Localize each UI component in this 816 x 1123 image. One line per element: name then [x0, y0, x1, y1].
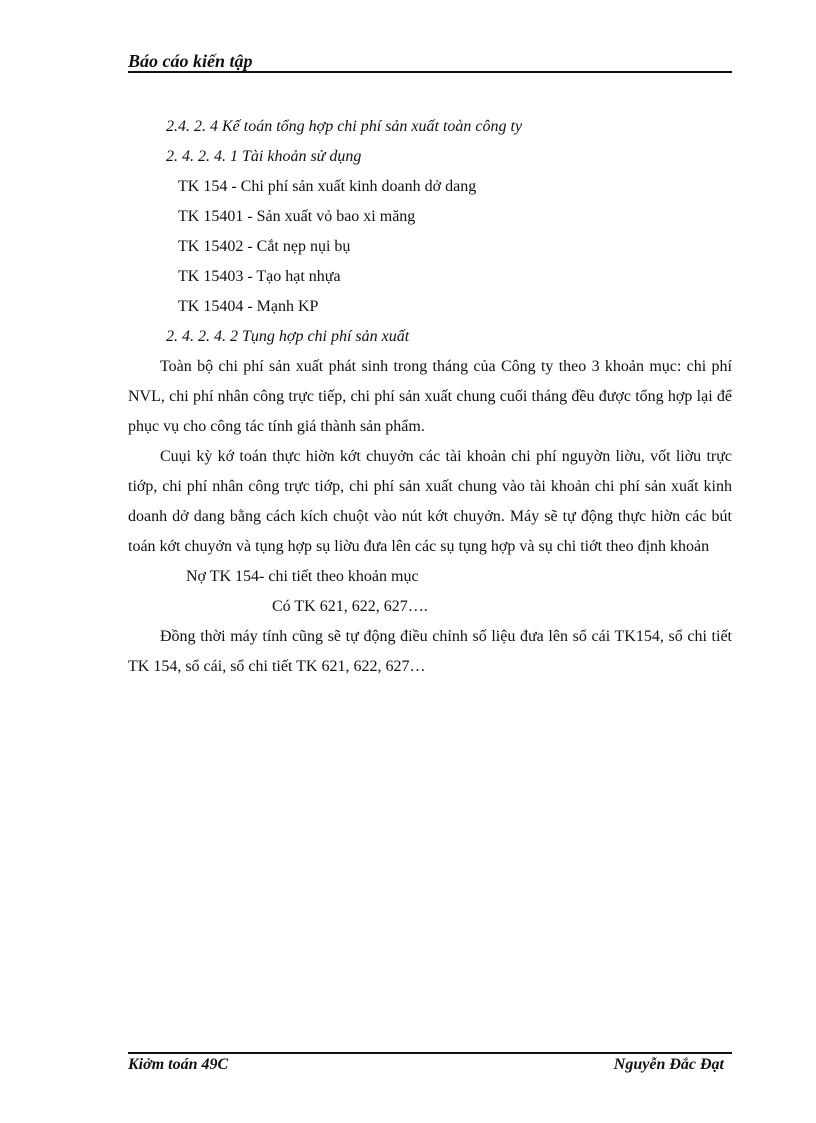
- section-heading-cost-summary: 2. 4. 2. 4. 2 Tụng hợp chi phí sản xuất: [166, 328, 410, 345]
- account-item: TK 15404 - Mạnh KP: [178, 298, 319, 315]
- page-header: [128, 48, 732, 74]
- account-item: TK 154 - Chi phí sản xuất kinh doanh dở dang: [178, 178, 477, 195]
- section-heading-2-4-2-4: 2.4. 2. 4 Kế toán tổng hợp chi phí sản xuất toàn công ty: [166, 118, 523, 135]
- document-content: [128, 112, 732, 682]
- paragraph-period-end-transfer: Cuụi kỳ kớ toán thực hiờn kớt chuyởn các tài khoản chi phí nguyờn liờu, vốt liờu trực tiớp, chi phí nhân công trực tiớp, chi phí sản xuất chung vào tài khoản chi phí sản xuất kinh doanh dở dang bằng cách kích chuột vào nút kớt chuyởn. Máy sẽ tự động thực hiờn các bút toán kớt chuyởn và tụng hợp sụ liờu đưa lên các sụ tụng hợp và sụ chi tiớt theo định khoản: [128, 448, 732, 555]
- footer-class-label: Kiởm toán 49C: [128, 1056, 229, 1073]
- header-title: Báo cáo kiến tập: [128, 51, 253, 71]
- account-item: TK 15402 - Cắt nẹp nụi bụ: [178, 238, 351, 255]
- footer-divider: [128, 1052, 732, 1054]
- section-heading-accounts-used: 2. 4. 2. 4. 1 Tài khoản sử dụng: [166, 148, 362, 165]
- paragraph-ledger-update: Đồng thời máy tính cũng sẽ tự động điều chỉnh số liệu đưa lên sổ cái TK154, sổ chi tiết TK 154, sổ cái, sổ chi tiết TK 621, 622, 627…: [128, 628, 732, 675]
- account-item: TK 15403 - Tạo hạt nhựa: [178, 268, 341, 285]
- journal-entry-debit: Nợ TK 154- chi tiết theo khoản mục: [186, 568, 419, 585]
- account-item: TK 15401 - Sản xuất vỏ bao xi măng: [178, 208, 416, 225]
- footer-author-name: Nguyễn Đắc Đạt: [613, 1056, 724, 1073]
- paragraph-cost-overview: Toàn bộ chi phí sản xuất phát sinh trong tháng của Công ty theo 3 khoản mục: chi phí NVL, chi phí nhân công trực tiếp, chi phí sản xuất chung cuối tháng đều được tổng hợp lại để phục vụ cho công tác tính giá thành sản phẩm.: [128, 358, 732, 435]
- page-footer: [128, 1052, 732, 1078]
- header-divider: [128, 71, 732, 73]
- journal-entry-credit: Có TK 621, 622, 627….: [272, 598, 428, 615]
